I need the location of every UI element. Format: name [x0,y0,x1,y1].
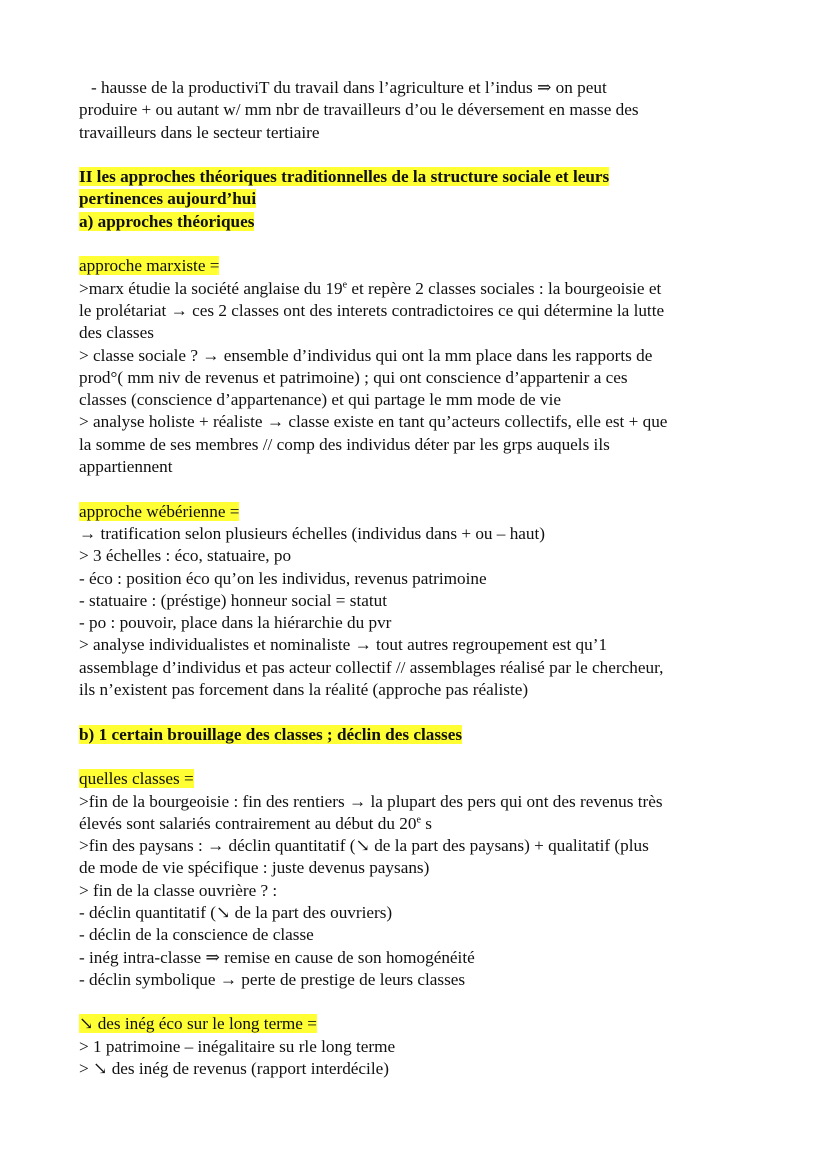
text-line: - inég intra-classe ⇒ remise en cause de son homogénéité [79,947,475,967]
text-line: > ↘ des inég de revenus (rapport interdécile) [79,1059,389,1079]
topic-title: approche wébérienne = [79,501,240,521]
text-line: > fin de la classe ouvrière ? : [79,880,278,900]
text-line: assemblage d’individus et pas acteur collectif // assemblages réalisé par le chercheur, [79,657,664,677]
text-line: prod°( mm niv de revenus et patrimoine) ; qui ont conscience d’appartenir a ces [79,367,628,387]
text-line: appartiennent [79,457,173,477]
section-heading: pertinences aujourd’hui [79,189,257,209]
text-line: classes (conscience d’appartenance) et qui partage le mm mode de vie [79,390,561,410]
text-line: élevés sont salariés contrairement au début du 20e s [79,813,432,833]
text-line: > 1 patrimoine – inégalitaire su rle long terme [79,1036,396,1056]
text-line: - po : pouvoir, place dans la hiérarchie du pvr [79,613,392,633]
text-line: ils n’existent pas forcement dans la réalité (approche pas réaliste) [79,680,529,700]
text-line: > 3 échelles : éco, statuaire, po [79,546,292,566]
text-line: - statuaire : (préstige) honneur social = statut [79,590,387,610]
text-line: - déclin de la conscience de classe [79,925,314,945]
text-line: des classes [79,323,154,343]
text-line: >fin de la bourgeoisie : fin des rentiers → la plupart des pers qui ont des revenus très [79,791,663,811]
subsection-heading: b) 1 certain brouillage des classes ; déclin des classes [79,724,463,744]
text-line: de mode de vie spécifique : juste devenus paysans) [79,858,430,878]
text-line: > analyse holiste + réaliste → classe existe en tant qu’acteurs collectifs, elle est + que [79,412,668,432]
text-line: - éco : position éco qu’on les individus, revenus patrimoine [79,568,487,588]
text-line: > analyse individualistes et nominaliste → tout autres regroupement est qu’1 [79,635,608,655]
text-line: >fin des paysans : → déclin quantitatif (↘ de la part des paysans) + qualitatif (plus [79,836,649,856]
text-line: - déclin quantitatif (↘ de la part des ouvriers) [79,902,393,922]
text-line: >marx étudie la société anglaise du 19e et repère 2 classes sociales : la bourgeoisie et [79,278,662,298]
subsection-heading: a) approches théoriques [79,211,255,231]
intro-line: travailleurs dans le secteur tertiaire [79,122,320,142]
text-line: - déclin symbolique → perte de prestige de leurs classes [79,969,466,989]
topic-title: quelles classes = [79,769,194,789]
text-line: le prolétariat → ces 2 classes ont des interets contradictoires ce qui détermine la lutte [79,300,665,320]
topic-title: approche marxiste = [79,256,220,276]
text-line: la somme de ses membres // comp des individus déter par les grps auquels ils [79,434,610,454]
document-page [79,77,759,1080]
topic-title: ↘ des inég éco sur le long terme = [79,1014,317,1034]
text-line: → tratification selon plusieurs échelles (individus dans + ou – haut) [79,523,546,543]
intro-line: produire + ou autant w/ mm nbr de travailleurs d’ou le déversement en masse des [79,100,639,120]
intro-line: - hausse de la productiviT du travail dans l’agriculture et l’indus ⇒ on peut [91,78,607,97]
text-line: > classe sociale ? → ensemble d’individus qui ont la mm place dans les rapports de [79,345,653,365]
section-heading: II les approches théoriques traditionnelles de la structure sociale et leurs [79,167,610,187]
